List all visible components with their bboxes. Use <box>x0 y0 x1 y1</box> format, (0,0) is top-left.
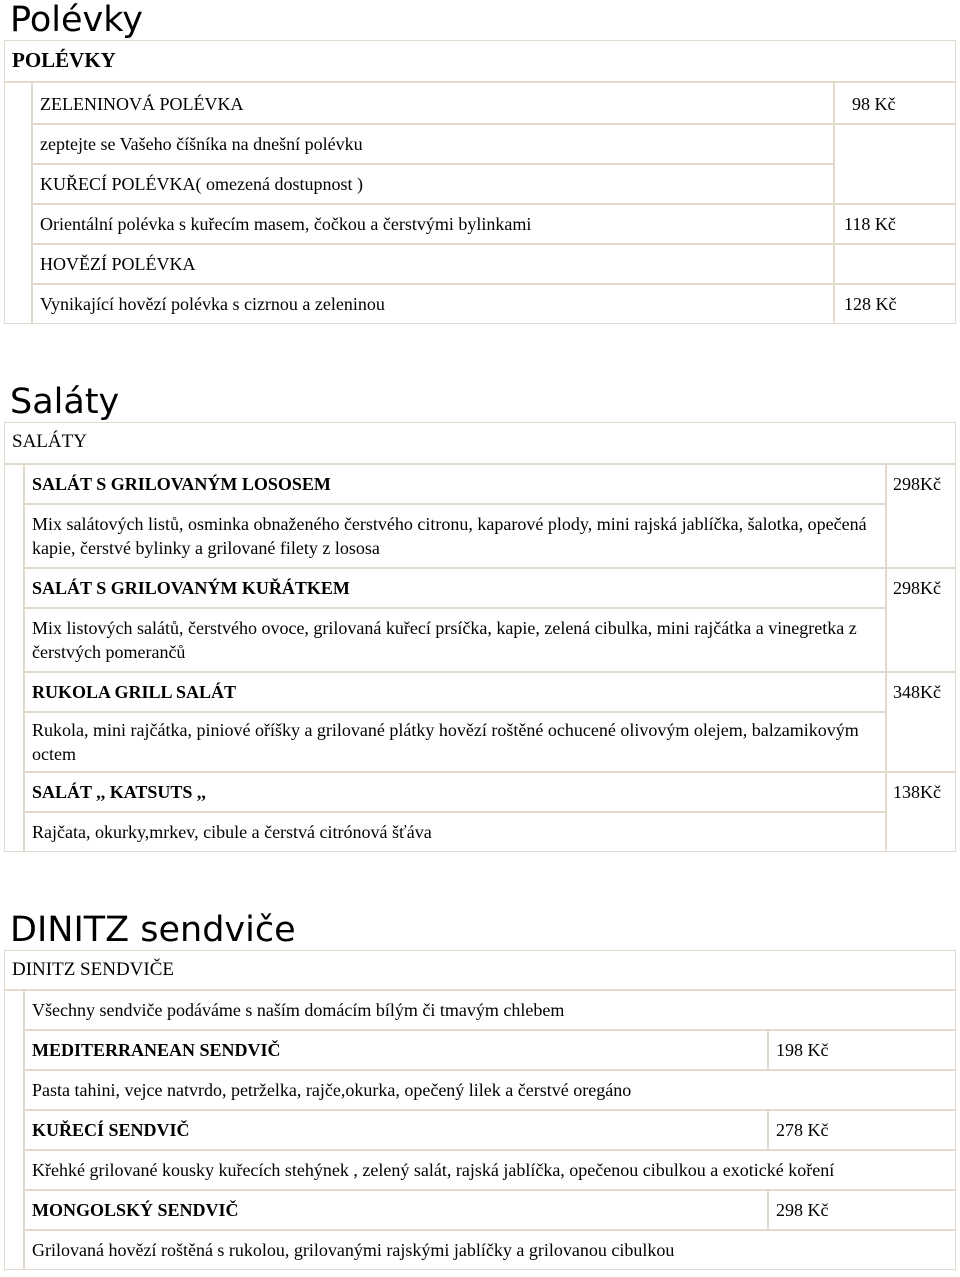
salad-name: SALÁT S GRILOVANÝM KUŘÁTKEM <box>32 578 350 598</box>
salad-description: Mix listových salátů, čerstvého ovoce, grilovaná kuřecí prsíčka, kapie, zelená cibulka, mini rajčátka a vinegretka z čerstvých pomerančů <box>32 618 857 662</box>
sandwiches-indent-column <box>4 990 24 1270</box>
sandwich-name: MONGOLSKÝ SENDVIČ <box>32 1200 239 1220</box>
salads-header: SALÁTY <box>12 431 87 452</box>
soups-indent-column <box>4 82 32 324</box>
salad-name: SALÁT S GRILOVANÝM LOSOSEM <box>32 474 331 494</box>
sandwiches-header: DINITZ SENDVIČE <box>12 959 175 980</box>
sandwich-name: KUŘECÍ SENDVIČ <box>32 1120 190 1140</box>
salad-name: SALÁT ,, KATSUTS ,, <box>32 782 206 802</box>
sandwich-description: Grilovaná hovězí roštěná s rukolou, grilovanými rajskými jablíčky a grilovanou cibulkou <box>32 1240 675 1260</box>
soup-price-cell <box>834 244 956 284</box>
salads-indent-column <box>4 464 24 852</box>
soup-description: zeptejte se Vašeho číšníka na dnešní polévku <box>40 134 363 154</box>
sandwich-price: 278 Kč <box>776 1120 829 1140</box>
soups-header: POLÉVKY <box>12 48 116 72</box>
salad-price: 138Kč <box>893 782 941 802</box>
sandwich-intro: Všechny sendviče podáváme s naším domácím bílým či tmavým chlebem <box>32 1000 565 1020</box>
soup-price: 118 Kč <box>844 214 896 234</box>
soup-name: ZELENINOVÁ POLÉVKA <box>40 94 244 114</box>
soup-price: 128 Kč <box>844 294 897 314</box>
soups-header-cell <box>4 40 956 82</box>
soup-name: HOVĚZÍ POLÉVKA <box>40 254 196 274</box>
soup-price-cell <box>834 124 956 204</box>
sandwich-price: 198 Kč <box>776 1040 829 1060</box>
soup-price: 98 Kč <box>852 94 896 114</box>
salad-description: Mix salátových listů, osminka obnaženého čerstvého citronu, kaparové plody, mini rajská jablíčka, šalotka, opečená kapie, čerstvé bylinky a grilované filety z lososa <box>32 514 867 558</box>
sandwiches-section-title: DINITZ sendviče <box>10 910 296 950</box>
sandwich-price: 298 Kč <box>776 1200 829 1220</box>
soups-section-title: Polévky <box>10 0 143 40</box>
salad-price: 298Kč <box>893 474 941 494</box>
sandwich-name: MEDITERRANEAN SENDVIČ <box>32 1040 281 1060</box>
salad-price: 348Kč <box>893 682 941 702</box>
salad-name: RUKOLA GRILL SALÁT <box>32 682 237 702</box>
soup-description: Vynikající hovězí polévka s cizrnou a zeleninou <box>40 294 385 314</box>
soup-description: Orientální polévka s kuřecím masem, čočkou a čerstvými bylinkami <box>40 214 532 234</box>
salad-description: Rajčata, okurky,mrkev, cibule a čerstvá citrónová šťáva <box>32 822 432 842</box>
salads-section-title: Saláty <box>10 382 120 422</box>
sandwich-description: Křehké grilované kousky kuřecích stehýnek , zelený salát, rajská jablíčka, opečenou cibulkou a exotické koření <box>32 1160 835 1180</box>
salads-header-cell <box>4 422 956 464</box>
salad-price: 298Kč <box>893 578 941 598</box>
sandwich-description: Pasta tahini, vejce natvrdo, petrželka, rajče,okurka, opečený lilek a čerstvé oregáno <box>32 1080 632 1100</box>
soup-name: KUŘECÍ POLÉVKA( omezená dostupnost ) <box>40 174 363 194</box>
salad-description: Rukola, mini rajčátka, piniové oříšky a grilované plátky hovězí roštěné ochucené olivovým olejem, balzamikovým octem <box>32 720 859 764</box>
